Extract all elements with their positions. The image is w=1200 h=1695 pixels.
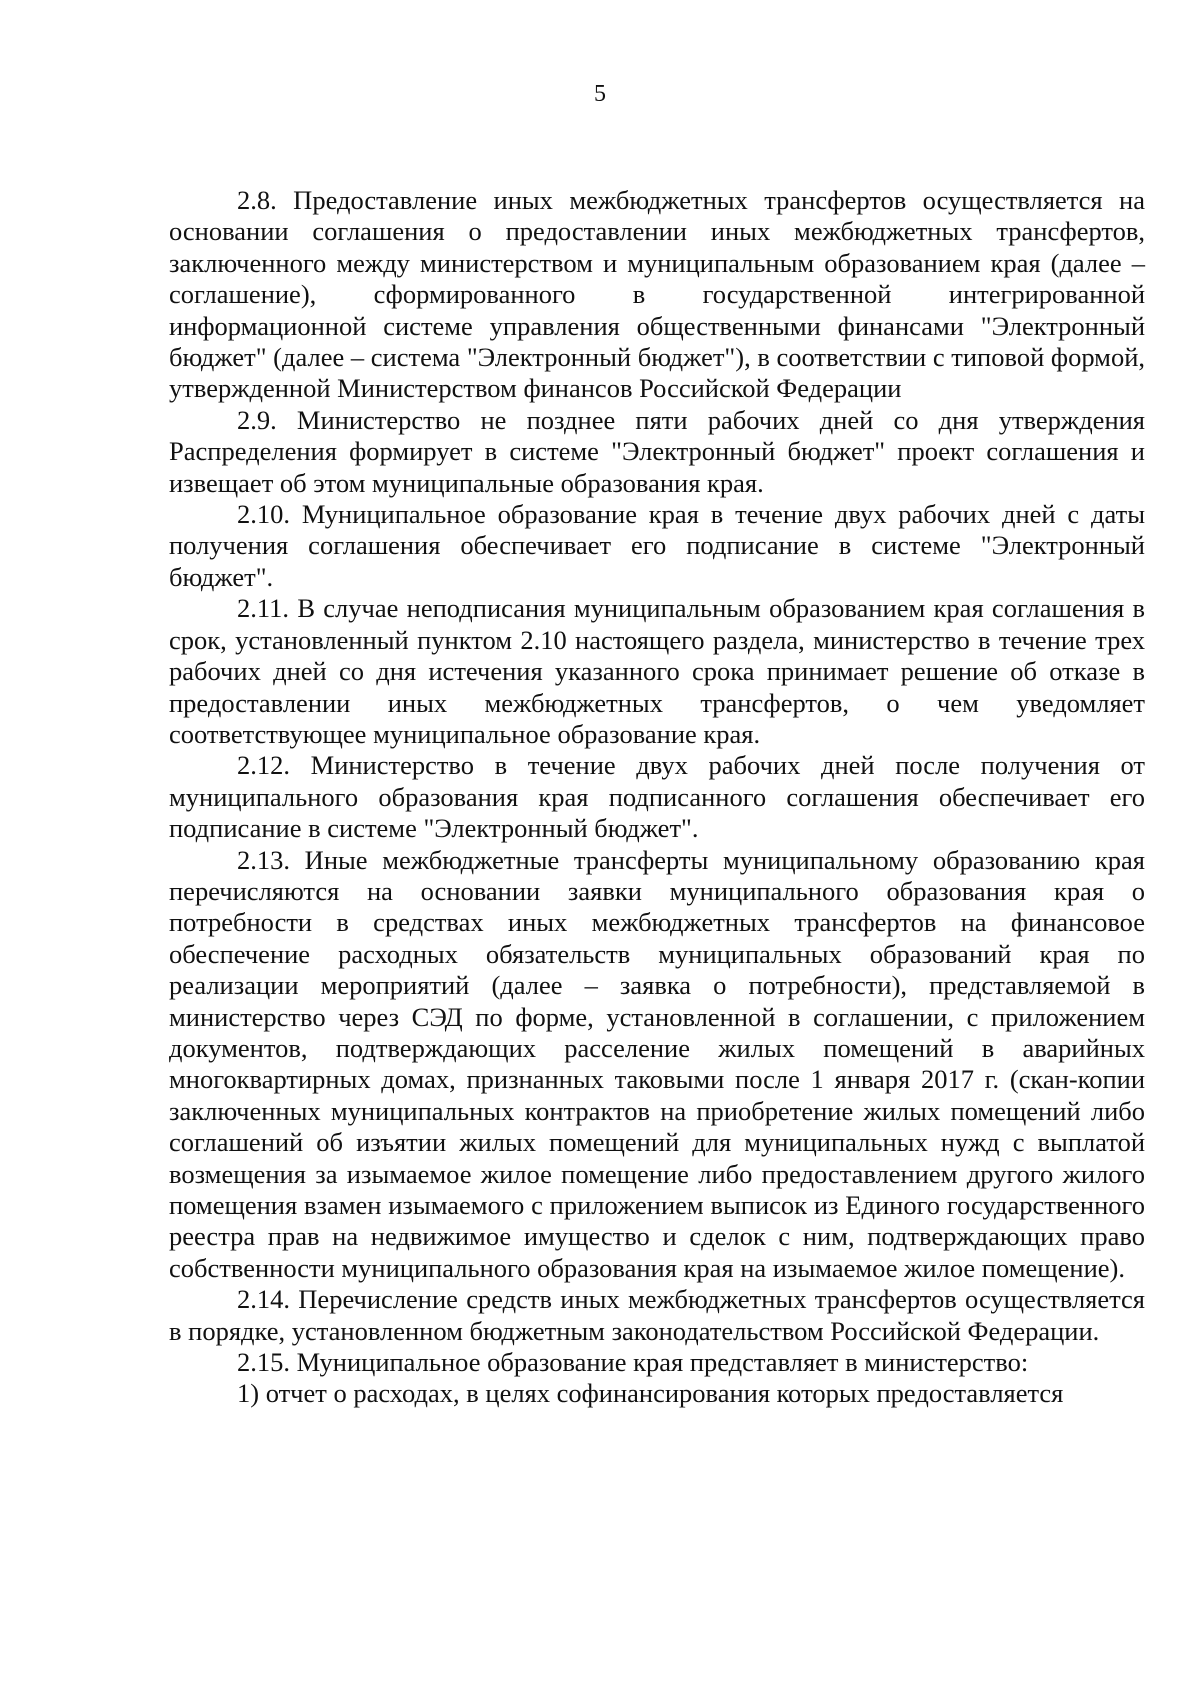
paragraph-2-14: 2.14. Перечисление средств иных межбюджетных трансфертов осуществляется в порядке, установленном бюджетным законодательством Российской Федерации. (169, 1284, 1145, 1346)
document-body (169, 185, 1145, 1410)
paragraph-2-13: 2.13. Иные межбюджетные трансферты муниципальному образованию края перечисляются на основании заявки муниципального образования края о потребности в средствах иных межбюджетных трансфертов на финансовое обеспечение расходных обязательств муниципальных образований края по реализации мероприятий (далее – заявка о потребности), представляемой в министерство через СЭД по форме, установленной в соглашении, с приложением документов, подтверждающих расселение жилых помещений в аварийных многоквартирных домах, признанных таковыми после 1 января 2017 г. (скан-копии заключенных муниципальных контрактов на приобретение жилых помещений либо соглашений об изъятии жилых помещений для муниципальных нужд с выплатой возмещения за изымаемое жилое помещение либо предоставлением другого жилого помещения взамен изымаемого с приложением выписок из Единого государственного реестра прав на недвижимое имущество и сделок с ним, подтверждающих право собственности муниципального образования края на изымаемое жилое помещение). (169, 844, 1145, 1283)
paragraph-2-11: 2.11. В случае неподписания муниципальным образованием края соглашения в срок, установленный пунктом 2.10 настоящего раздела, министерство в течение трех рабочих дней со дня истечения указанного срока принимает решение об отказе в предоставлении иных межбюджетных трансфертов, о чем уведомляет соответствующее муниципальное образование края. (169, 593, 1145, 749)
paragraph-2-15-item-1: 1) отчет о расходах, в целях софинансирования которых предоставляется (237, 1378, 1064, 1409)
paragraph-2-15: 2.15. Муниципальное образование края представляет в министерство: (237, 1347, 1029, 1378)
paragraph-2-10: 2.10. Муниципальное образование края в течение двух рабочих дней с даты получения соглашения обеспечивает его подписание в системе "Электронный бюджет". (169, 499, 1145, 592)
paragraph-2-9: 2.9. Министерство не позднее пяти рабочих дней со дня утверждения Распределения формирует в системе "Электронный бюджет" проект соглашения и извещает об этом муниципальные образования края. (169, 404, 1145, 498)
paragraph-2-12: 2.12. Министерство в течение двух рабочих дней после получения от муниципального образования края подписанного соглашения обеспечивает его подписание в системе "Электронный бюджет". (169, 750, 1145, 844)
paragraph-2-8: 2.8. Предоставление иных межбюджетных трансфертов осуществляется на основании соглашения о предоставлении иных межбюджетных трансфертов, заключенного между министерством и муниципальным образованием края (далее – соглашение), сформированного в государственной интегрированной информационной системе управления общественными финансами "Электронный бюджет" (далее – система "Электронный бюджет"), в соответствии с типовой формой, утвержденной Министерством финансов Российской Федерации (169, 185, 1145, 404)
page-number: 5 (594, 81, 606, 107)
